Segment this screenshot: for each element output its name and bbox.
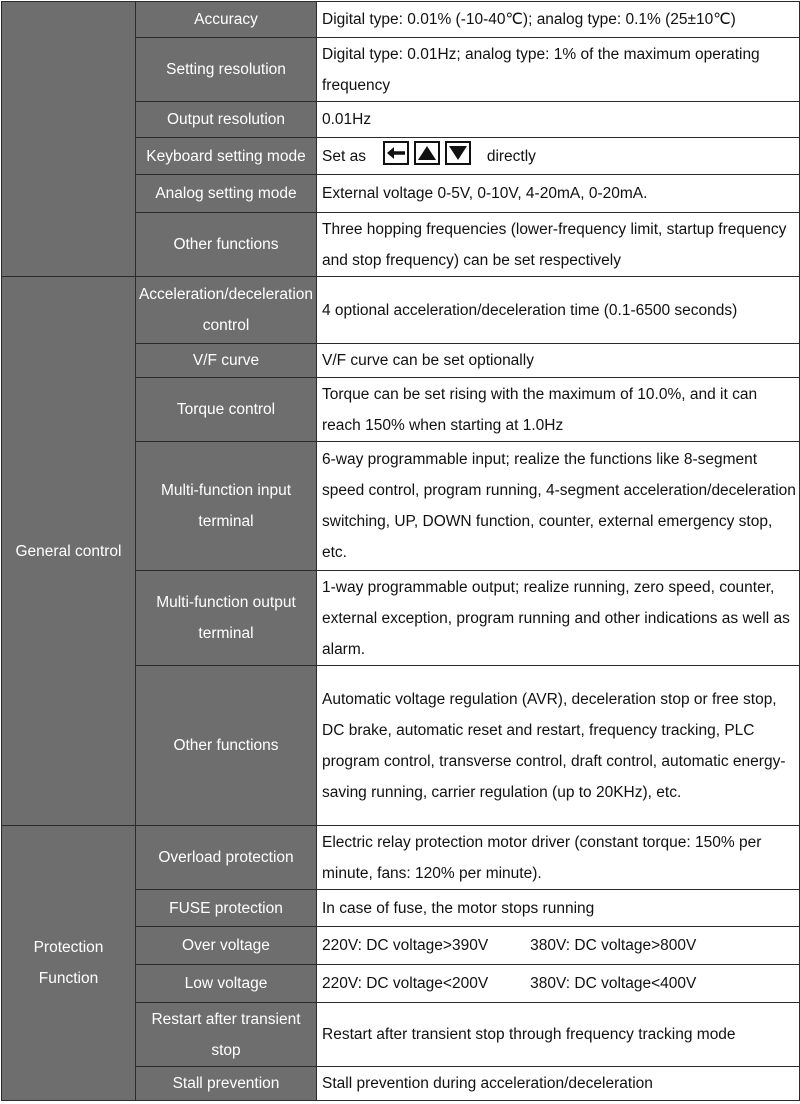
row-desc-vf-curve: V/F curve can be set optionally xyxy=(317,344,800,378)
row-label-other-functions: Other functions xyxy=(136,213,317,277)
row-label-output-resolution: Output resolution xyxy=(136,102,317,138)
row-desc-other-functions: Three hopping frequencies (lower-frequency limit, startup frequency and stop frequency) can be set respectively xyxy=(317,213,800,277)
row-desc-other-functions: Automatic voltage regulation (AVR), deceleration stop or free stop, DC brake, automatic reset and restart, frequency tracking, PLC program control, transverse control, draft control, automatic energy-saving running, carrier regulation (up to 20KHz), etc. xyxy=(317,666,800,826)
left-arrow-key-icon xyxy=(383,141,409,165)
row-label-multi-function-input: Multi-function input terminal xyxy=(136,442,317,571)
category-blank xyxy=(2,2,136,277)
row-label-other-functions: Other functions xyxy=(136,666,317,826)
row-desc-analog-setting-mode: External voltage 0-5V, 0-10V, 4-20mA, 0-20mA. xyxy=(317,175,800,213)
row-label-torque-control: Torque control xyxy=(136,378,317,442)
row-desc-multi-function-output: 1-way programmable output; realize running, zero speed, counter, external exception, program running and other indications as well as alarm. xyxy=(317,571,800,666)
row-label-accel-decel-control: Acceleration/deceleration control xyxy=(136,277,317,344)
row-desc-torque-control: Torque can be set rising with the maximum of 10.0%, and it can reach 150% when starting at 1.0Hz xyxy=(317,378,800,442)
row-label-over-voltage: Over voltage xyxy=(136,927,317,965)
category-protection-function xyxy=(2,826,136,1101)
row-desc-keyboard-setting-mode xyxy=(317,138,800,175)
row-desc-low-voltage xyxy=(317,965,800,1003)
over-voltage-380: 380V: DC voltage>800V xyxy=(530,937,697,954)
row-label-restart-after-transient: Restart after transient stop xyxy=(136,1003,317,1067)
row-label-analog-setting-mode: Analog setting mode xyxy=(136,175,317,213)
category-protection-line1: Protection xyxy=(33,939,104,956)
row-desc-accel-decel-control: 4 optional acceleration/deceleration time (0.1-6500 seconds) xyxy=(317,277,800,344)
table-row xyxy=(2,826,800,890)
row-desc-setting-resolution: Digital type: 0.01Hz; analog type: 1% of the maximum operating frequency xyxy=(317,38,800,102)
row-desc-multi-function-input: 6-way programmable input; realize the functions like 8-segment speed control, program running, 4-segment acceleration/deceleration switching, UP, DOWN function, counter, external emergency stop, etc. xyxy=(317,442,800,571)
row-desc-over-voltage xyxy=(317,927,800,965)
over-voltage-220: 220V: DC voltage>390V xyxy=(322,937,489,954)
table-row xyxy=(2,277,800,344)
row-desc-accuracy: Digital type: 0.01% (-10-40℃); analog type: 0.1% (25±10℃) xyxy=(317,2,800,38)
down-arrow-key-icon xyxy=(445,141,471,165)
category-general-control: General control xyxy=(2,277,136,826)
row-desc-stall-prevention: Stall prevention during acceleration/deceleration xyxy=(317,1067,800,1101)
row-label-keyboard-setting-mode: Keyboard setting mode xyxy=(136,138,317,175)
row-desc-overload-protection: Electric relay protection motor driver (constant torque: 150% per minute, fans: 120% per minute). xyxy=(317,826,800,890)
spec-table xyxy=(1,1,800,1101)
row-label-multi-function-output: Multi-function output terminal xyxy=(136,571,317,666)
table-row xyxy=(2,2,800,38)
row-label-vf-curve: V/F curve xyxy=(136,344,317,378)
keyboard-desc-prefix: Set as xyxy=(322,147,366,165)
row-desc-fuse-protection: In case of fuse, the motor stops running xyxy=(317,890,800,927)
row-label-fuse-protection: FUSE protection xyxy=(136,890,317,927)
row-label-stall-prevention: Stall prevention xyxy=(136,1067,317,1101)
category-protection-line2: Function xyxy=(38,970,99,987)
row-desc-restart-after-transient: Restart after transient stop through frequency tracking mode xyxy=(317,1003,800,1067)
row-label-setting-resolution: Setting resolution xyxy=(136,38,317,102)
low-voltage-220: 220V: DC voltage<200V xyxy=(322,975,489,992)
row-label-accuracy: Accuracy xyxy=(136,2,317,38)
keyboard-desc-suffix: directly xyxy=(486,147,536,165)
row-desc-output-resolution: 0.01Hz xyxy=(317,102,800,138)
row-label-overload-protection: Overload protection xyxy=(136,826,317,890)
up-arrow-key-icon xyxy=(414,141,440,165)
row-label-low-voltage: Low voltage xyxy=(136,965,317,1003)
low-voltage-380: 380V: DC voltage<400V xyxy=(530,975,697,992)
